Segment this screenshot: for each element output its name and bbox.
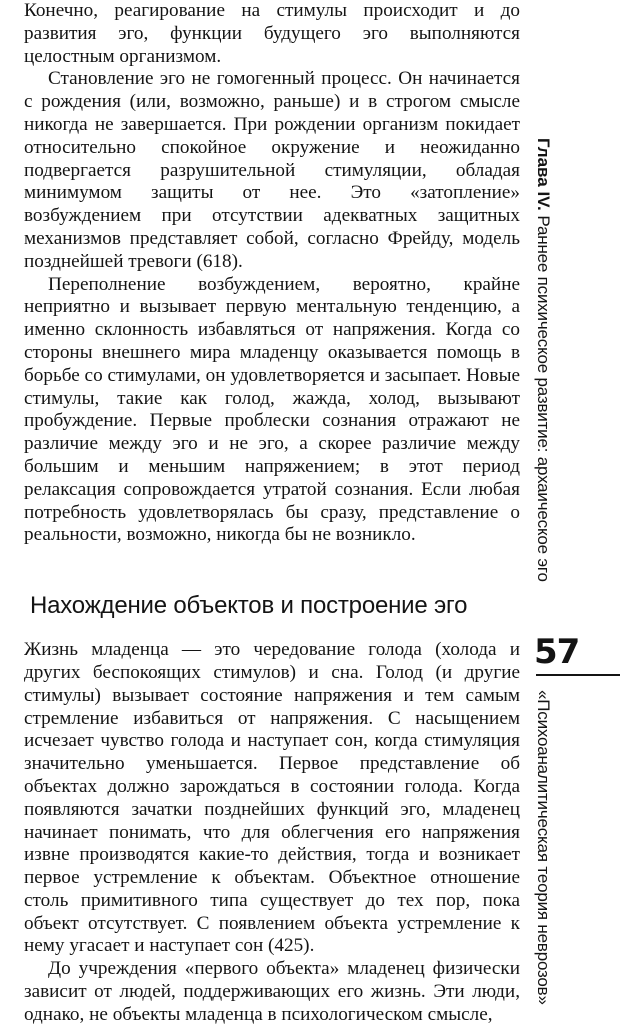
paragraph-4: Жизнь младенца — это чередование голода (холода и других беспокоящих стимулов) и сна. Голод (и другие стимулы) вызывает состояние напряжения и тем самым стремление избавиться от напряжения. С насыщением исчезает чувство голода и наступает сон, когда стимуляция значительно уменьшается. Первое представление об объектах должно зарождаться в состоянии голода. Когда появляются зачатки позднейших функций эго, младенец начинает понимать, что для облегчения его напряжения извне производятся какие-то действия, тогда и возникает первое устремление к объектам. Объектное отношение столь примитивного типа существует до тех пор, пока объект отсутствует. С появлением объекта устремление к нему угасает и наступает сон (425). — [24, 639, 520, 957]
main-text-column — [24, 0, 520, 1027]
chapter-label: Глава IV. — [534, 138, 553, 211]
running-chapter-header — [533, 138, 553, 582]
running-book-title: «Психоаналитическая теория неврозов» — [534, 690, 553, 1005]
paragraph-1: Конечно, реагирование на стимулы происходит и до развития эго, функции будущего эго выполняются целостным организмом. — [24, 0, 520, 67]
page-number: 57 — [534, 632, 580, 672]
paragraph-2: Становление эго не гомогенный процесс. Он начинается с рождения (или, возможно, раньше) и в строгом смысле никогда не завершается. При рождении организм покидает относительно спокойное окружение и неожиданно подвергается разрушительной стимуляции, обладая минимумом защиты от нее. Это «затопление» возбуждением при отсутствии адекватных защитных механизмов представляет собой, согласно Фрейду, модель позднейшей тревоги (618). — [24, 68, 520, 272]
paragraph-3: Переполнение возбуждением, вероятно, крайне неприятно и вызывает первую ментальную тенденцию, а именно склонность избавляться от напряжения. Когда со стороны внешнего мира младенцу оказывается помощь в борьбе со стимулами, он удовлетворяется и засыпает. Новые стимулы, такие как голод, жажда, холод, вызывают пробуждение. Первые проблески сознания отражают не различие между эго и не эго, а скорее различие между большим и меньшим напряжением; в этот период релаксация сопровождается утратой сознания. Если любая потребность удовлетворялась бы сразу, представление о реальности, возможно, никогда бы не возникло. — [24, 273, 520, 546]
section-heading: Нахождение объектов и построение эго — [30, 592, 468, 620]
page-number-rule — [536, 674, 620, 676]
chapter-title: Раннее психическое развитие: архаическое эго — [534, 215, 553, 582]
paragraph-5: До учреждения «первого объекта» младенец физически зависит от людей, поддерживающих его жизнь. Эти люди, однако, не объекты младенца в психологическом смысле, — [24, 958, 520, 1025]
